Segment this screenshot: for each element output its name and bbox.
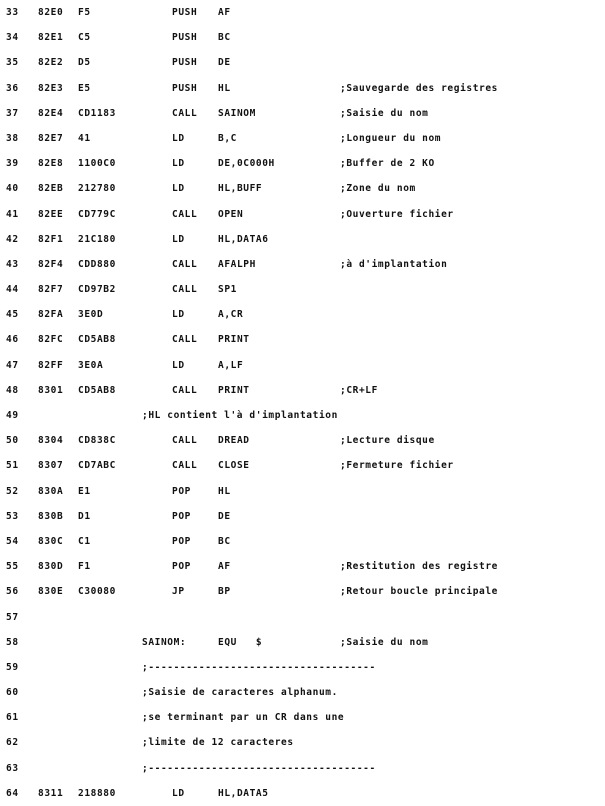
line-address: 8301 [38,384,64,396]
line-opcodes: E5 [78,82,91,94]
listing-line [0,76,605,101]
listing-line [0,554,605,579]
line-comment-full: ;se terminant par un CR dans une [142,712,345,724]
listing-line [0,655,605,680]
line-comment: ;Lecture disque [340,435,435,447]
listing-line [0,302,605,327]
line-comment: ;Restitution des registre [340,561,498,573]
line-number: 58 [6,636,19,648]
line-address: 830A [38,485,64,497]
line-comment: ;Zone du nom [340,183,416,195]
line-mnemonic: PUSH [172,82,198,94]
line-address: 82F4 [38,258,64,270]
listing-line [0,50,605,75]
line-address: 82FC [38,334,64,346]
line-mnemonic: PUSH [172,32,198,44]
line-opcodes: D5 [78,57,91,69]
line-comment-full: ;HL contient l'à d'implantation [142,410,338,421]
line-mnemonic: POP [172,510,191,522]
line-mnemonic: CALL [172,208,198,220]
line-comment: ;Fermeture fichier [340,460,454,472]
line-comment: ;CR+LF [340,384,378,396]
line-address: 8311 [38,787,64,799]
line-opcodes: CD5AB8 [78,384,116,396]
line-address: 82E7 [38,132,64,144]
line-operand: HL,DATA6 [218,233,269,245]
line-mnemonic: CALL [172,435,198,447]
line-number: 38 [6,132,19,144]
line-mnemonic: CALL [172,107,198,119]
line-number: 36 [6,82,19,94]
line-opcodes: 1100C0 [78,158,116,170]
line-mnemonic: CALL [172,258,198,270]
line-mnemonic: CALL [172,284,198,296]
line-address: 82F1 [38,233,64,245]
line-opcodes: CD1183 [78,107,116,119]
line-mnemonic: PUSH [172,57,198,69]
line-opcodes: 3E0A [78,359,104,371]
line-address: 830D [38,561,64,573]
line-mnemonic: LD [172,309,185,321]
line-address: 830C [38,535,64,547]
line-mnemonic: JP [172,586,185,598]
line-number: 51 [6,460,19,472]
listing-line [0,327,605,352]
line-comment: ;Ouverture fichier [340,208,454,220]
listing-line [0,277,605,302]
line-operand: B,C [218,132,237,144]
listing-line [0,705,605,730]
listing-line [0,680,605,705]
line-number: 57 [6,611,19,623]
line-opcodes: C30080 [78,586,116,598]
line-opcodes: CD779C [78,208,116,220]
line-operand: PRINT [218,334,250,346]
line-address: 82E0 [38,7,64,18]
line-number: 45 [6,309,19,321]
line-number: 48 [6,384,19,396]
line-opcodes: C5 [78,32,91,44]
line-opcodes: 218880 [78,787,116,799]
listing-line [0,202,605,227]
line-operand: BC [218,535,231,547]
line-number: 49 [6,410,19,421]
line-mnemonic: CALL [172,384,198,396]
line-number: 44 [6,284,19,296]
line-address: 830B [38,510,64,522]
line-operand: A,LF [218,359,244,371]
line-operand: OPEN [218,208,244,220]
line-opcodes: F1 [78,561,91,573]
line-number: 43 [6,258,19,270]
line-operand: PRINT [218,384,250,396]
line-operand: DE [218,510,231,522]
listing-line [0,579,605,604]
line-mnemonic: LD [172,183,185,195]
line-address: 82EB [38,183,64,195]
line-number: 50 [6,435,19,447]
line-mnemonic: LD [172,158,185,170]
line-mnemonic: POP [172,485,191,497]
listing-line [0,25,605,50]
listing-line [0,227,605,252]
line-number: 37 [6,107,19,119]
line-opcodes: 3E0D [78,309,104,321]
listing-line [0,378,605,403]
line-operand: SAINOM [218,107,256,119]
listing-line [0,101,605,126]
line-operand: HL,DATA5 [218,787,269,799]
line-address: 82F7 [38,284,64,296]
line-number: 62 [6,737,19,749]
line-number: 34 [6,32,19,44]
listing-line [0,0,605,25]
line-operand: BP [218,586,231,598]
line-opcodes: E1 [78,485,91,497]
line-mnemonic: POP [172,561,191,573]
line-operand: EQU $ [218,636,263,648]
line-mnemonic: LD [172,233,185,245]
listing-line [0,781,605,806]
line-number: 60 [6,687,19,699]
line-number: 53 [6,510,19,522]
line-address: 82E3 [38,82,64,94]
line-operand: SP1 [218,284,237,296]
line-comment: ;Sauvegarde des registres [340,82,498,94]
line-comment-full: ;Saisie de caracteres alphanum. [142,687,338,699]
listing-line [0,126,605,151]
line-opcodes: C1 [78,535,91,547]
line-mnemonic: POP [172,535,191,547]
line-opcodes: CD5AB8 [78,334,116,346]
line-address: 82E4 [38,107,64,119]
listing-line [0,504,605,529]
line-number: 59 [6,661,19,673]
line-number: 56 [6,586,19,598]
line-operand: AF [218,7,231,18]
line-address: 82E1 [38,32,64,44]
line-opcodes: CD7ABC [78,460,116,472]
line-number: 63 [6,762,19,774]
line-address: 830E [38,586,64,598]
line-opcodes: F5 [78,7,91,18]
line-address: 82E8 [38,158,64,170]
line-number: 64 [6,787,19,799]
listing-line [0,353,605,378]
line-address: 8304 [38,435,64,447]
line-comment: ;à d'implantation [340,258,448,270]
line-comment-full: ;------------------------------------ [142,762,376,774]
line-number: 39 [6,158,19,170]
line-operand: CLOSE [218,460,250,472]
line-number: 54 [6,535,19,547]
line-operand: A,CR [218,309,244,321]
line-mnemonic: LD [172,787,185,799]
line-number: 52 [6,485,19,497]
line-mnemonic: LD [172,359,185,371]
listing-line [0,151,605,176]
line-opcodes: CD97B2 [78,284,116,296]
listing-line [0,605,605,630]
line-number: 41 [6,208,19,220]
line-address: 82EE [38,208,64,220]
line-mnemonic: SAINOM: [142,636,187,648]
line-opcodes: 212780 [78,183,116,195]
line-operand: AFALPH [218,258,256,270]
line-mnemonic: PUSH [172,7,198,18]
line-opcodes: CD838C [78,435,116,447]
line-operand: DE,0C000H [218,158,275,170]
line-operand: BC [218,32,231,44]
line-mnemonic: CALL [172,460,198,472]
line-number: 46 [6,334,19,346]
listing-line [0,630,605,655]
line-number: 33 [6,7,19,18]
line-operand: DE [218,57,231,69]
line-comment: ;Saisie du nom [340,107,429,119]
listing-line [0,529,605,554]
line-address: 82E2 [38,57,64,69]
line-address: 8307 [38,460,64,472]
line-opcodes: 21C180 [78,233,116,245]
line-number: 47 [6,359,19,371]
line-operand: HL [218,485,231,497]
listing-line [0,428,605,453]
line-comment-full: ;------------------------------------ [142,661,376,673]
line-operand: HL [218,82,231,94]
listing-line [0,453,605,478]
line-number: 61 [6,712,19,724]
listing-line [0,403,605,428]
line-comment: ;Longueur du nom [340,132,442,144]
line-opcodes: CDD880 [78,258,116,270]
listing-line [0,756,605,781]
line-number: 40 [6,183,19,195]
line-operand: AF [218,561,231,573]
line-opcodes: 41 [78,132,91,144]
line-comment: ;Retour boucle principale [340,586,498,598]
listing-line [0,730,605,755]
listing-line [0,176,605,201]
line-operand: DREAD [218,435,250,447]
listing-line [0,479,605,504]
line-number: 55 [6,561,19,573]
line-mnemonic: CALL [172,334,198,346]
line-comment: ;Saisie du nom [340,636,429,648]
line-comment-full: ;limite de 12 caracteres [142,737,294,749]
line-address: 82FF [38,359,64,371]
line-comment: ;Buffer de 2 KO [340,158,435,170]
line-address: 82FA [38,309,64,321]
listing-line [0,252,605,277]
line-opcodes: D1 [78,510,91,522]
line-number: 42 [6,233,19,245]
line-mnemonic: LD [172,132,185,144]
line-operand: HL,BUFF [218,183,263,195]
line-number: 35 [6,57,19,69]
